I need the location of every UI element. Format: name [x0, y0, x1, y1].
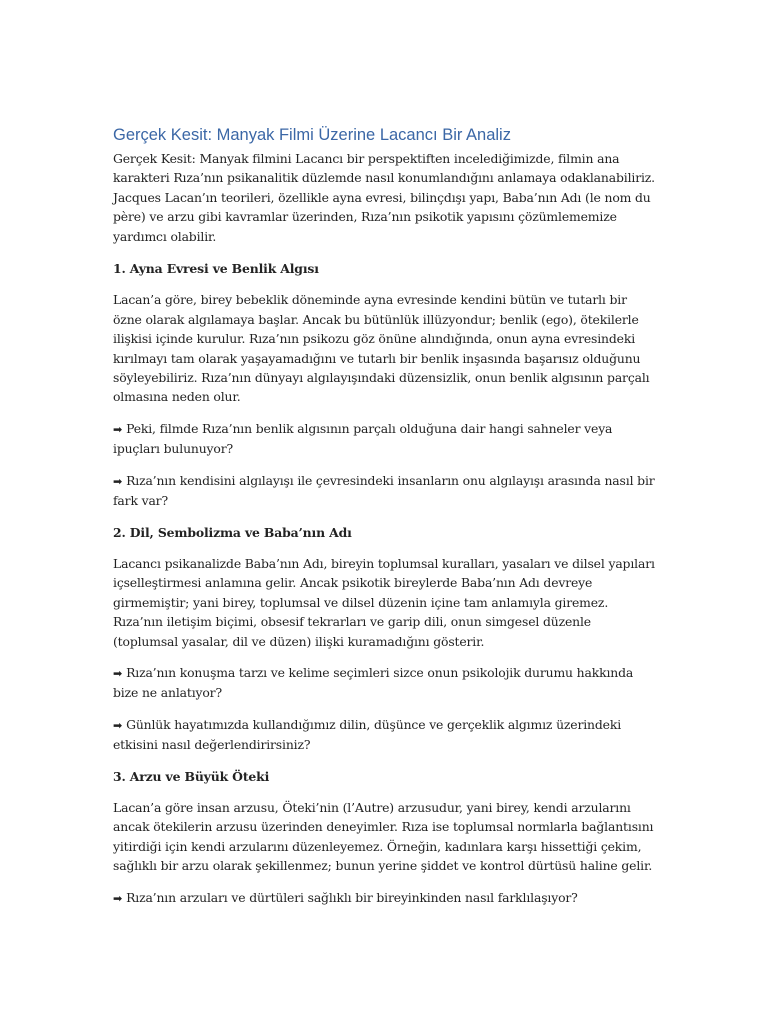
- section-body: Lacan’a göre, birey bebeklik döneminde ayna evresinde kendini bütün ve tutarlı bir özne olarak algılamaya başlar. Ancak bu bütünlük illüzyondur; benlik (ego), ötekilerle ilişkisi içinde kurulur. Rıza’nın psikozu göz önüne alındığında, onun ayna evresindeki kırılmayı tam olarak yaşayamadığını ve tutarlı bir benlik inşasında başarısız olduğunu söyleyebiliriz. Rıza’nın dünyayı algılayışındaki düzensizlik, onun benlik algısının parçalı olmasına neden olur.: [113, 292, 650, 405]
- question-item: [113, 471, 658, 511]
- question-text: Rıza’nın kendisini algılayışı ile çevresindeki insanların onu algılayışı arasında nasıl bir fark var?: [113, 472, 655, 509]
- section-body: Lacan’a göre insan arzusu, Öteki’nin (l’Autre) arzusudur, yani birey, kendi arzularını ancak ötekilerin arzusu üzerinden deneyimler. Rıza ise toplumsal normlarla bağlantısını yitirdiği için kendi arzularını düzenleyemez. Örneğin, kadınlara karşı hissettiği çekim, sağlıklı bir arzu olarak şekillenmez; bunun yerine şiddet ve kontrol dürtüsü haline gelir.: [113, 799, 654, 874]
- question-text: Peki, filmde Rıza’nın benlik algısının parçalı olduğuna dair hangi sahneler veya ipuçları bulunuyor?: [113, 420, 613, 457]
- question-text: Günlük hayatımızda kullandığımız dilin, düşünce ve gerçeklik algımız üzerindeki etkisini nasıl değerlendirirsiniz?: [113, 716, 622, 753]
- document-title: Gerçek Kesit: Manyak Filmi Üzerine Lacancı Bir Analiz: [113, 126, 511, 144]
- question-item: [113, 419, 658, 459]
- question-item: [113, 888, 658, 908]
- arrow-right-icon: ➡: [113, 718, 123, 732]
- question-text: Rıza’nın arzuları ve dürtüleri sağlıklı bir bireyinkinden nasıl farklılaşıyor?: [126, 889, 578, 905]
- section-heading: 1. Ayna Evresi ve Benlik Algısı: [113, 261, 319, 277]
- document-page: [113, 124, 658, 920]
- arrow-right-icon: ➡: [113, 422, 123, 436]
- section-arzu-buyuk-oteki: [113, 767, 658, 908]
- arrow-right-icon: ➡: [113, 891, 123, 905]
- question-text: Rıza’nın konuşma tarzı ve kelime seçimleri sizce onun psikolojik durumu hakkında bize ne anlatıyor?: [113, 664, 634, 701]
- arrow-right-icon: ➡: [113, 666, 123, 680]
- section-body: Lacancı psikanalizde Baba’nın Adı, bireyin toplumsal kuralları, yasaları ve dilsel yapıları içselleştirmesi anlamına gelir. Ancak psikotik bireylerde Baba’nın Adı devreye girmemiştir; yani birey, toplumsal ve dilsel düzenin içine tam anlamıyla giremez. Rıza’nın iletişim biçimi, obsesif tekrarları ve garip dili, onun simgesel düzenle (toplumsal yasalar, dil ve düzen) ilişki kuramadığını gösterir.: [113, 555, 655, 649]
- intro-paragraph: Gerçek Kesit: Manyak filmini Lacancı bir perspektiften incelediğimizde, filmin ana karakteri Rıza’nın psikanalitik düzlemde nasıl konumlandığını anlamaya odaklanabiliriz. Jacques Lacan’ın teorileri, özellikle ayna evresi, bilinçdışı yapı, Baba’nın Adı (le nom du père) ve arzu gibi kavramlar üzerinden, Rıza’nın psikotik yapısını çözümlememize yardımcı olabilir.: [113, 151, 655, 244]
- section-heading: 2. Dil, Sembolizma ve Baba’nın Adı: [113, 524, 352, 540]
- arrow-right-icon: ➡: [113, 474, 123, 488]
- question-item: [113, 715, 658, 755]
- question-item: [113, 663, 658, 703]
- section-ayna-evresi: [113, 259, 658, 510]
- section-heading: 3. Arzu ve Büyük Öteki: [113, 768, 270, 784]
- section-dil-sembolizma: [113, 523, 658, 755]
